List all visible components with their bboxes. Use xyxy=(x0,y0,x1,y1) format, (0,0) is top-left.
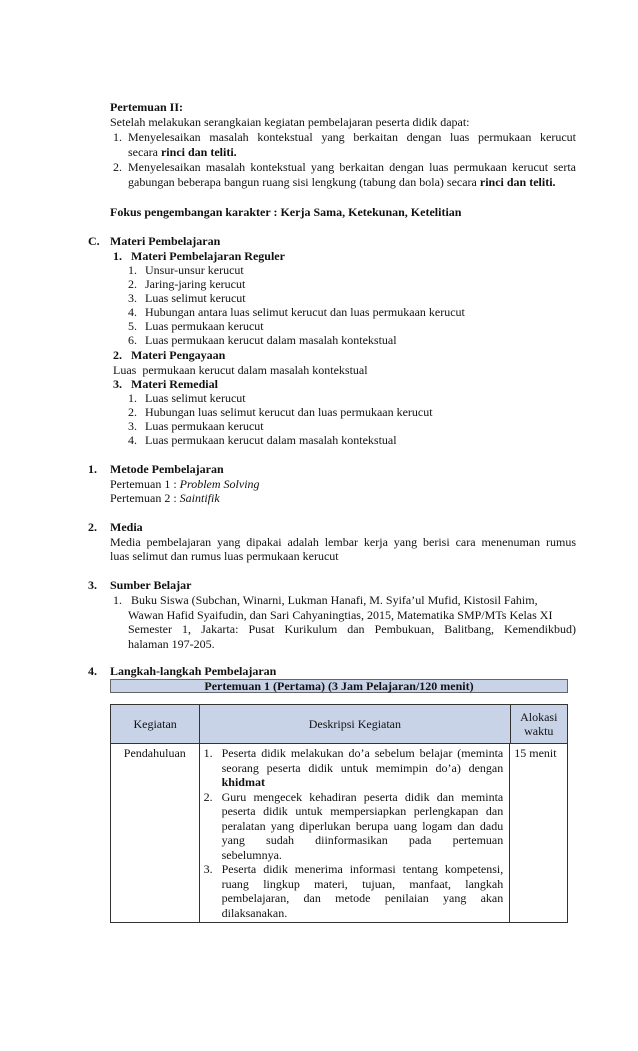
desc-line: Peserta didik menerima informasi tentang kompetensi, xyxy=(221,862,504,876)
reguler-num: 1. xyxy=(113,249,122,263)
header-kegiatan: Kegiatan xyxy=(111,705,200,743)
objective-1-num: 1. xyxy=(113,130,122,144)
sumber-title: Sumber Belajar xyxy=(110,578,192,592)
sumber-item-num: 1. xyxy=(113,593,122,607)
section-c-title: Materi Pembelajaran xyxy=(110,234,221,248)
reguler-item-5: Luas permukaan kerucut xyxy=(145,319,264,333)
meeting2-title: Pertemuan II: xyxy=(110,100,183,114)
reguler-item-2: Jaring-jaring kerucut xyxy=(145,277,246,291)
desc-line: peserta didik untuk mempersiapkan perlengkapan dan xyxy=(221,804,504,818)
meeting2-intro: Setelah melakukan serangkaian kegiatan pembelajaran peserta didik dapat: xyxy=(110,115,470,129)
desc-line: seorang peserta didik untuk memimpin do’a) dengan xyxy=(221,760,504,775)
desc-line: yang sudah diinformasikan pada pertemuan xyxy=(221,833,504,847)
metode-p1 xyxy=(110,477,260,492)
objective-2-text: gabungan beberapa bangun ruang sisi lengkung (tabung dan bola) secara xyxy=(128,175,480,189)
reguler-title: Materi Pembelajaran Reguler xyxy=(131,249,285,263)
desc-line: Guru mengecek kehadiran peserta didik dan meminta xyxy=(221,789,504,804)
desc-item-text xyxy=(222,746,504,790)
table-row xyxy=(111,744,567,922)
character-focus: Fokus pengembangan karakter : Kerja Sama, Ketekunan, Ketelitian xyxy=(110,205,462,219)
remedial-item-3: Luas permukaan kerucut xyxy=(145,419,264,433)
objective-2-line2 xyxy=(128,175,556,190)
reguler-item-6-num: 6. xyxy=(128,333,137,347)
desc-line: peralatan yang diperlukan berupa uang logam dan dadu xyxy=(221,818,504,833)
media-title: Media xyxy=(110,520,143,534)
metode-p1-label: Pertemuan 1 : xyxy=(110,477,180,491)
row-kegiatan: Pendahuluan xyxy=(111,744,200,922)
desc-line: ruang lingkup materi, tujuan, manfaat, langkah xyxy=(221,876,504,891)
metode-p2-value: Saintifik xyxy=(179,491,220,505)
reguler-item-1: Unsur-unsur kerucut xyxy=(145,263,244,277)
desc-line: sebelumnya. xyxy=(221,847,282,862)
sumber-line4: halaman 197-205. xyxy=(128,637,215,651)
desc-item-num: 3. xyxy=(203,862,213,876)
remedial-title: Materi Remedial xyxy=(131,377,218,391)
desc-item xyxy=(204,746,504,790)
desc-line: pembelajaran, dan metode penilaian yang akan xyxy=(221,891,504,905)
remedial-num: 3. xyxy=(113,377,122,391)
langkah-num: 4. xyxy=(88,664,97,678)
activity-table xyxy=(110,704,568,923)
table-header xyxy=(111,705,567,744)
reguler-item-1-num: 1. xyxy=(128,263,137,277)
row-deskripsi xyxy=(200,744,511,922)
media-line1: Media pembelajaran yang dipakai adalah lembar kerja yang berisi cara menenuman rumus xyxy=(110,535,576,549)
objective-2-num: 2. xyxy=(113,160,122,174)
reguler-item-2-num: 2. xyxy=(128,277,137,291)
remedial-item-3-num: 3. xyxy=(128,419,137,433)
objective-1-emphasis: rinci dan teliti. xyxy=(160,145,237,159)
desc-item-text xyxy=(222,862,504,920)
metode-p2 xyxy=(110,491,220,506)
remedial-item-1: Luas selimut kerucut xyxy=(145,391,246,405)
desc-item-text xyxy=(222,790,504,863)
reguler-item-6: Luas permukaan kerucut dalam masalah kontekstual xyxy=(145,333,397,347)
remedial-item-1-num: 1. xyxy=(128,391,137,405)
desc-item-num: 1. xyxy=(203,746,213,760)
sumber-num: 3. xyxy=(88,578,97,592)
desc-item xyxy=(204,862,504,920)
reguler-item-4: Hubungan antara luas selimut kerucut dan luas permukaan kerucut xyxy=(145,305,465,319)
metode-p1-value: Problem Solving xyxy=(179,477,260,491)
reguler-item-4-num: 4. xyxy=(128,305,137,319)
objective-1-line2 xyxy=(128,145,237,160)
media-num: 2. xyxy=(88,520,97,534)
header-deskripsi: Deskripsi Kegiatan xyxy=(200,705,510,743)
metode-num: 1. xyxy=(88,462,97,476)
sumber-line3: Semester 1, Jakarta: Pusat Kurikulum dan Pembukuan, Balitbang, Kemendikbud) xyxy=(128,622,576,636)
langkah-title: Langkah-langkah Pembelajaran xyxy=(110,664,277,678)
pengayaan-num: 2. xyxy=(113,348,122,362)
remedial-item-4-num: 4. xyxy=(128,433,137,447)
row-alokasi: 15 menit xyxy=(514,746,557,760)
remedial-item-2: Hubungan luas selimut kerucut dan luas permukaan kerucut xyxy=(145,405,433,419)
objective-1-text: secara xyxy=(128,145,161,159)
metode-title: Metode Pembelajaran xyxy=(110,462,224,476)
media-line2: luas selimut dan rumus luas permukaan kerucut xyxy=(110,549,339,563)
sumber-line1: Buku Siswa (Subchan, Winarni, Lukman Hanafi, M. Syifa’ul Mufid, Kistosil Fahim, xyxy=(131,593,538,607)
objective-2-emphasis: rinci dan teliti. xyxy=(479,175,556,189)
desc-emphasis: khidmat xyxy=(221,775,265,789)
desc-line: Peserta didik melakukan do’a sebelum belajar (meminta xyxy=(221,746,504,760)
remedial-item-4: Luas permukaan kerucut dalam masalah kontekstual xyxy=(145,433,397,447)
pengayaan-title: Materi Pengayaan xyxy=(131,348,226,362)
pengayaan-text: Luas permukaan kerucut dalam masalah kontekstual xyxy=(113,363,368,377)
remedial-item-2-num: 2. xyxy=(128,405,137,419)
reguler-item-3: Luas selimut kerucut xyxy=(145,291,246,305)
section-c-letter: C. xyxy=(88,234,100,248)
header-alokasi: Alokasi waktu xyxy=(520,709,558,738)
metode-p2-label: Pertemuan 2 : xyxy=(110,491,180,505)
desc-line: dilaksanakan. xyxy=(221,905,288,920)
objective-1-line1: Menyelesaikan masalah kontekstual yang berkaitan dengan luas permukaan kerucut xyxy=(128,130,576,144)
reguler-item-5-num: 5. xyxy=(128,319,137,333)
sumber-line2: Wawan Hafid Syaifudin, dan Sari Cahyaningtias, 2015, Matematika SMP/MTs Kelas XI xyxy=(128,608,553,622)
reguler-item-3-num: 3. xyxy=(128,291,137,305)
desc-item xyxy=(204,790,504,863)
objective-2-line1: Menyelesaikan masalah kontekstual yang berkaitan dengan luas permukaan kerucut serta xyxy=(128,160,576,174)
meeting-band: Pertemuan 1 (Pertama) (3 Jam Pelajaran/120 menit) xyxy=(110,679,568,693)
desc-item-num: 2. xyxy=(203,789,213,804)
